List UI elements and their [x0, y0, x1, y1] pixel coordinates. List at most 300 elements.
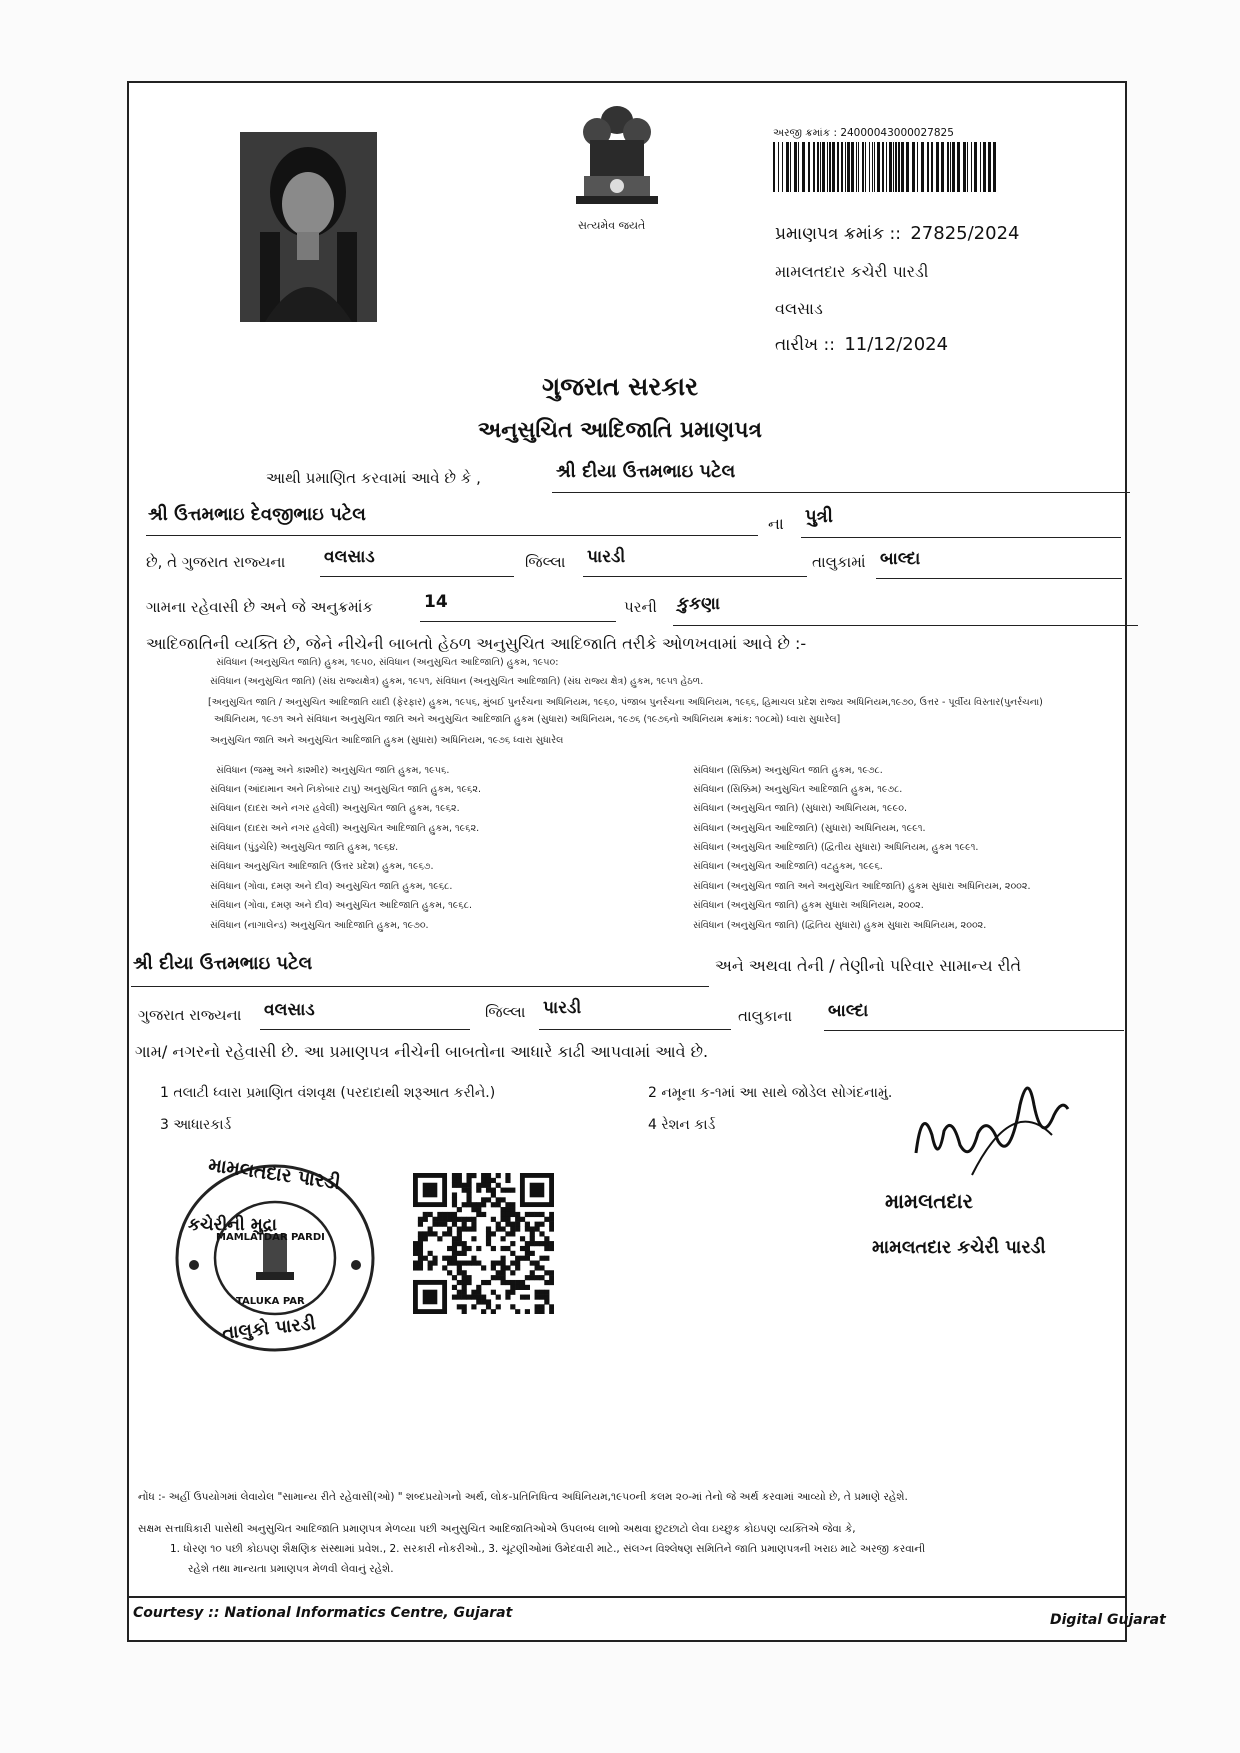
qr-module: [457, 1178, 462, 1183]
qr-module: [457, 1265, 462, 1270]
qr-module: [452, 1241, 457, 1246]
qr-module: [515, 1280, 520, 1285]
qr-module: [452, 1192, 457, 1197]
qr-module: [549, 1241, 554, 1246]
order-left-3: સંવિધાન (દાદરા અને નગર હવેલી) અનુસુચિત જાતિ હુકમ, ૧૯૬૨.: [210, 803, 460, 814]
qr-module: [423, 1256, 428, 1261]
barcode-bar: [802, 142, 805, 192]
barcode-bar: [862, 142, 864, 192]
document-4: 4 રેશન કાર્ડ: [648, 1117, 716, 1133]
barcode-bar: [952, 142, 955, 192]
footer-brand: Digital Gujarat: [1050, 1612, 1166, 1628]
qr-module: [544, 1217, 549, 1222]
qr-module: [486, 1236, 491, 1241]
qr-module: [413, 1251, 418, 1256]
village-field: [876, 549, 1122, 579]
barcode-bar: [813, 142, 815, 192]
qr-module: [452, 1251, 457, 1256]
barcode-bar: [893, 142, 894, 192]
barcode-bar: [808, 142, 810, 192]
qr-module: [447, 1212, 452, 1217]
qr-module: [496, 1173, 501, 1178]
qr-module: [466, 1192, 471, 1197]
qr-code: [413, 1173, 554, 1314]
qr-module: [442, 1265, 447, 1270]
barcode-bar: [921, 142, 924, 192]
barcode-bar: [906, 142, 909, 192]
qr-module: [466, 1197, 471, 1202]
qr-module: [466, 1275, 471, 1280]
barcode-bar: [851, 142, 854, 192]
qr-module: [466, 1261, 471, 1266]
qr-module: [539, 1231, 544, 1236]
father-name-field: [146, 504, 758, 536]
qr-module: [457, 1173, 462, 1178]
qr-module: [535, 1222, 540, 1227]
qr-module: [471, 1222, 476, 1227]
barcode-bar: [820, 142, 821, 192]
qr-module: [442, 1212, 447, 1217]
qr-module: [515, 1309, 520, 1314]
qr-module: [549, 1212, 554, 1217]
certificate-number: 27825/2024: [910, 223, 1020, 244]
qr-module: [520, 1236, 525, 1241]
qr-module: [462, 1290, 467, 1295]
qr-module: [515, 1226, 520, 1231]
barcode-bar: [847, 142, 850, 192]
qr-module: [530, 1261, 535, 1266]
qr-module: [520, 1285, 525, 1290]
qr-module: [496, 1275, 501, 1280]
qr-module: [466, 1295, 471, 1300]
qr-module: [505, 1231, 510, 1236]
qr-module: [471, 1173, 476, 1178]
order-right-6: સંવિધાન (અનુસુચિત આદિજાતિ) વટહુકમ, ૧૯૯૬.: [693, 861, 883, 872]
qr-module: [505, 1246, 510, 1251]
residence-taluka-field: [539, 998, 731, 1030]
qr-module: [462, 1295, 467, 1300]
qr-module: [510, 1207, 515, 1212]
qr-module: [437, 1212, 442, 1217]
barcode-bar: [778, 142, 779, 192]
qr-module: [501, 1246, 506, 1251]
qr-module: [486, 1231, 491, 1236]
qr-module: [525, 1212, 530, 1217]
national-emblem: [572, 100, 662, 230]
qr-module: [486, 1188, 491, 1193]
serial-number-field: [420, 592, 616, 622]
order-left-2: સંવિધાન (આંદામાન અને નિકોબાર ટાપુ) અનુસુચિત જાતિ હુકમ, ૧૯૬૨.: [210, 784, 481, 795]
qr-module: [452, 1222, 457, 1227]
qr-module: [491, 1192, 496, 1197]
qr-module: [471, 1226, 476, 1231]
qr-module: [501, 1236, 506, 1241]
qr-module: [515, 1261, 520, 1266]
qr-module: [505, 1173, 510, 1178]
qr-module: [491, 1265, 496, 1270]
qr-module: [471, 1217, 476, 1222]
qr-module: [496, 1226, 501, 1231]
jilla-label: જિલ્લા: [525, 553, 566, 571]
qr-module: [539, 1265, 544, 1270]
issuing-district: વલસાડ: [775, 299, 823, 318]
qr-module: [501, 1217, 506, 1222]
barcode-bar: [827, 142, 828, 192]
qr-module: [471, 1290, 476, 1295]
qr-module: [423, 1236, 428, 1241]
qr-module: [457, 1251, 462, 1256]
qr-module: [447, 1217, 452, 1222]
qr-module: [525, 1309, 530, 1314]
qr-module: [530, 1251, 535, 1256]
taluka-field: [583, 547, 807, 577]
qr-module: [539, 1241, 544, 1246]
barcode-bar: [895, 142, 897, 192]
order-right-8: સંવિધાન (અનુસુચિત જાતિ) હુકમ સુધારા અધિનિયમ, ૨૦૦૨.: [693, 900, 924, 911]
barcode-bar: [957, 142, 960, 192]
qr-module: [535, 1241, 540, 1246]
qr-module: [476, 1188, 481, 1193]
residence-village-field: [824, 1001, 1124, 1031]
residence-jilla-label: જિલ્લા: [485, 1003, 526, 1021]
barcode-bar: [882, 142, 884, 192]
qr-module: [510, 1212, 515, 1217]
qr-module: [496, 1304, 501, 1309]
qr-module: [476, 1207, 481, 1212]
qr-module: [457, 1261, 462, 1266]
qr-module: [462, 1261, 467, 1266]
barcode-bar: [874, 142, 875, 192]
qr-module: [481, 1202, 486, 1207]
qr-module: [501, 1265, 506, 1270]
order-line-4: અધિનિયમ, ૧૯૭૧ અને સંવિધાન અનુસુચિત જાતિ અને અનુસુચિત આદિજાતિ હુકમ (સુધારા) અધિનિયમ, ૧૯૭૬ (૧૯૭૬નો અધિનિયમ ક્રમાંક: ૧૦૮મો) ધ્વારા સુધારેલ]: [214, 714, 841, 725]
qr-module: [462, 1188, 467, 1193]
qr-module: [549, 1226, 554, 1231]
barcode-bar: [974, 142, 977, 192]
qr-module: [520, 1295, 525, 1300]
qr-module: [481, 1197, 486, 1202]
qr-module: [457, 1236, 462, 1241]
barcode-bar: [941, 142, 944, 192]
qr-module: [418, 1231, 423, 1236]
barcode-bar: [889, 142, 892, 192]
qr-module: [505, 1212, 510, 1217]
qr-module: [462, 1241, 467, 1246]
qr-module: [418, 1251, 423, 1256]
certificate-number-label: પ્રમાણપત્ર ક્રમાંક ::: [775, 224, 901, 244]
qr-module: [505, 1202, 510, 1207]
qr-module: [428, 1261, 433, 1266]
barcode-bar: [927, 142, 929, 192]
qr-module: [515, 1285, 520, 1290]
qr-module: [428, 1251, 433, 1256]
document-3: 3 આધારકાર્ડ: [160, 1117, 232, 1133]
qr-module: [476, 1246, 481, 1251]
order-line-3: [અનુસુચિત જાતિ / અનુસુચિત આદિજાતિ યાદી (ફેરફાર) હુકમ, ૧૯૫૬, મુંબઈ પુનર્રચના અધિનિયમ, ૧૯૬૦, પંજાબ પુનર્રચના અધિનિયમ, ૧૯૬૬, હિમાચલ પ્રદેશ રાજ્ય અધિનિયમ,૧૯૭૦, ઉત્તર - પૂર્વીય વિસ્તાર(પુનર્રચના): [208, 697, 1043, 708]
qr-module: [423, 1217, 428, 1222]
note-3: 1. ધોરણ ૧૦ પછી કોઇપણ શૈક્ષણિક સંસ્થામાં પ્રવેશ., 2. સરકારી નોકરીઓ., 3. ચૂંટણીઓમાં ઉમેદવારી માટે., સંલગ્ન વિશ્લેષણ સમિતિને જાતિ પ્રમાણપત્રની ખરાઇ માટે અરજી કરવાની: [170, 1543, 926, 1555]
qr-module: [486, 1226, 491, 1231]
qr-module: [510, 1280, 515, 1285]
applicant-photo: [240, 132, 377, 322]
qr-module: [466, 1188, 471, 1193]
note-1: નોંધ :- અહીં ઉપયોગમાં લેવાયેલ "સામાન્ય રીતે રહેવાસી(ઓ) " શબ્દપ્રયોગનો અર્થ, લોક-પ્રતિનિધિત્વ અધિનિયમ,૧૯૫૦ની કલમ ૨૦-માં તેનો જે અર્થ કરવામાં આવ્યો છે, તે પ્રમાણે રહેશે.: [138, 1491, 908, 1503]
qr-module: [486, 1173, 491, 1178]
relation: પુત્રી: [805, 506, 833, 527]
qr-module: [466, 1246, 471, 1251]
qr-module: [413, 1265, 418, 1270]
qr-module: [457, 1304, 462, 1309]
qr-module: [505, 1290, 510, 1295]
district-field: [320, 547, 514, 577]
residence-village: બાલ્દા: [828, 1001, 869, 1021]
signature: [912, 1075, 1072, 1185]
order-line-1: સંવિધાન (અનુસુચિત જાતિ) હુકમ, ૧૯૫૦, સંવિધાન (અનુસુચિત આદિજાતિ) હુકમ, ૧૯૫૦:: [216, 657, 559, 668]
qr-module: [481, 1212, 486, 1217]
barcode-bar: [886, 142, 887, 192]
qr-module: [447, 1261, 452, 1266]
qr-module: [466, 1183, 471, 1188]
qr-module: [525, 1256, 530, 1261]
qr-module: [486, 1183, 491, 1188]
qr-module: [501, 1261, 506, 1266]
qr-module: [530, 1231, 535, 1236]
qr-module: [462, 1304, 467, 1309]
seal-inner-text: કચેરીની મુદ્રા: [188, 1215, 277, 1235]
qr-module: [452, 1217, 457, 1222]
qr-module: [457, 1183, 462, 1188]
barcode-bar: [858, 142, 859, 192]
qr-module: [457, 1290, 462, 1295]
qr-module: [471, 1295, 476, 1300]
qr-module: [452, 1236, 457, 1241]
qr-module: [491, 1217, 496, 1222]
qr-module: [466, 1226, 471, 1231]
person-name-field: [552, 461, 1130, 493]
qr-module: [539, 1290, 544, 1295]
qr-module: [525, 1285, 530, 1290]
qr-module: [476, 1202, 481, 1207]
qr-module: [476, 1261, 481, 1266]
seal-taluka-text: TALUKA PAR: [236, 1296, 305, 1307]
qr-module: [535, 1290, 540, 1295]
qr-module: [466, 1202, 471, 1207]
serial-number: 14: [424, 592, 448, 612]
qr-module: [476, 1183, 481, 1188]
qr-module: [539, 1309, 544, 1314]
qr-module: [525, 1295, 530, 1300]
barcode-bar: [794, 142, 797, 192]
talukama-label: તાલુકામાં: [812, 553, 866, 571]
government-title: ગુજરાત સરકાર: [541, 372, 699, 401]
qr-module: [510, 1231, 515, 1236]
qr-module: [418, 1265, 423, 1270]
qr-module: [515, 1212, 520, 1217]
qr-module: [486, 1304, 491, 1309]
qr-module: [510, 1241, 515, 1246]
order-right-7: સંવિધાન (અનુસુચિત જાતિ અને અનુસુચિત આદિજાતિ) હુકમ સુધારા અધિનિયમ, ૨૦૦૨.: [693, 881, 1031, 892]
qr-module: [496, 1183, 501, 1188]
qr-module: [491, 1275, 496, 1280]
qr-module: [466, 1178, 471, 1183]
qr-module: [530, 1236, 535, 1241]
qr-finder: [530, 1183, 545, 1198]
qr-module: [476, 1290, 481, 1295]
qr-module: [481, 1173, 486, 1178]
qr-module: [535, 1309, 540, 1314]
qr-module: [544, 1270, 549, 1275]
order-left-8: સંવિધાન (ગોવા, દમણ અને દીવ) અનુસુચિત આદિજાતિ હુકમ, ૧૯૬૮.: [210, 900, 472, 911]
qr-module: [491, 1261, 496, 1266]
qr-module: [452, 1183, 457, 1188]
qr-module: [462, 1217, 467, 1222]
qr-module: [486, 1197, 491, 1202]
barcode-bar: [869, 142, 870, 192]
barcode-bar: [817, 142, 819, 192]
qr-module: [505, 1188, 510, 1193]
qr-module: [476, 1295, 481, 1300]
qr-module: [530, 1241, 535, 1246]
barcode-bar: [950, 142, 951, 192]
qr-module: [496, 1222, 501, 1227]
qr-module: [447, 1270, 452, 1275]
seal-bottom-text: તાલુકો પારડી: [221, 1313, 317, 1344]
barcode-bar: [865, 142, 866, 192]
qr-finder: [423, 1290, 438, 1305]
qr-module: [539, 1275, 544, 1280]
qr-module: [481, 1280, 486, 1285]
barcode-bar: [877, 142, 880, 192]
qr-module: [520, 1217, 525, 1222]
order-line-5: અનુસુચિત જાતિ અને અનુસુચિત આદિજાતિ હુકમ (સુધારા) અધિનિયમ, ૧૯૭૬ ધ્વારા સુધારેલ: [210, 735, 564, 746]
qr-module: [515, 1217, 520, 1222]
relation-field: [801, 506, 1121, 538]
qr-module: [501, 1275, 506, 1280]
qr-module: [505, 1280, 510, 1285]
barcode-bar: [841, 142, 843, 192]
barcode-bar: [773, 142, 775, 192]
qr-module: [510, 1226, 515, 1231]
qr-module: [428, 1226, 433, 1231]
barcode-bar: [798, 142, 799, 192]
barcode-bar: [917, 142, 918, 192]
qr-module: [510, 1290, 515, 1295]
qr-module: [462, 1280, 467, 1285]
qr-module: [442, 1256, 447, 1261]
barcode-bar: [856, 142, 857, 192]
qr-module: [432, 1256, 437, 1261]
note-2: સક્ષમ સત્તાધિકારી પાસેથી અનુસુચિત આદિજાતિ પ્રમાણપત્ર મેળવ્યા પછી અનુસુચિત આદિજાતિઓએ ઉપલબ્ધ લાભો અથવા છુટછાટો લેવા ઇચ્છુક કોઇપણ વ્યક્તિએ જેવા કે,: [138, 1523, 856, 1535]
qr-module: [491, 1178, 496, 1183]
qr-module: [549, 1246, 554, 1251]
order-right-4: સંવિધાન (અનુસુચિત આદિજાતિ) (સુધારા) અધિનિયમ, ૧૯૯૧.: [693, 823, 926, 834]
qr-module: [452, 1261, 457, 1266]
state-text: છે, તે ગુજરાત રાજ્યના: [146, 553, 286, 571]
issuing-office: મામલતદાર કચેરી પારડી: [775, 262, 929, 281]
qr-module: [501, 1188, 506, 1193]
qr-module: [452, 1246, 457, 1251]
qr-module: [486, 1178, 491, 1183]
note-4: રહેશે તથા માન્યતા પ્રમાણપત્ર મેળવી લેવાનું રહેશે.: [188, 1563, 394, 1575]
qr-module: [452, 1256, 457, 1261]
barcode-bar: [983, 142, 986, 192]
residence-name-field: [131, 953, 709, 987]
qr-module: [515, 1265, 520, 1270]
qr-module: [530, 1226, 535, 1231]
order-right-2: સંવિધાન (સિક્કિમ) અનુસુચિત આદિજાતિ હુકમ, ૧૯૭૮.: [693, 784, 903, 795]
qr-module: [428, 1212, 433, 1217]
qr-module: [491, 1290, 496, 1295]
qr-module: [471, 1207, 476, 1212]
document-2: 2 નમૂના ક-૧માં આ સાથે જોડેલ સોગંદનામું.: [648, 1085, 893, 1101]
qr-module: [413, 1241, 418, 1246]
qr-module: [535, 1265, 540, 1270]
qr-module: [447, 1256, 452, 1261]
qr-module: [447, 1246, 452, 1251]
order-left-9: સંવિધાન (નાગાલેન્ડ) અનુસુચિત આદિજાતિ હુકમ, ૧૯૭૦.: [210, 920, 429, 931]
qr-module: [423, 1212, 428, 1217]
taluka-value: પારડી: [587, 547, 626, 567]
qr-module: [501, 1270, 506, 1275]
barcode-bar: [912, 142, 915, 192]
order-left-7: સંવિધાન (ગોવા, દમણ અને દીવ) અનુસુચિત જાતિ હુકમ, ૧૯૬૮.: [210, 881, 453, 892]
document-1: 1 તલાટી ધ્વારા પ્રમાણિત વંશવૃક્ષ (પરદાદાથી શરૂઆત કરીને.): [160, 1085, 496, 1101]
residence-taluka: પારડી: [543, 998, 582, 1018]
qr-module: [525, 1226, 530, 1231]
qr-module: [539, 1304, 544, 1309]
qr-module: [515, 1222, 520, 1227]
qr-module: [418, 1241, 423, 1246]
qr-module: [525, 1241, 530, 1246]
tribe-text: આદિજાતિની વ્યક્તિ છે, જેને નીચેની બાબતો હેઠળ અનુસુચિત આદિજાતિ તરીકે ઓળખવામાં આવે છે :-: [146, 634, 807, 653]
barcode: [773, 142, 999, 192]
qr-module: [505, 1265, 510, 1270]
qr-module: [457, 1280, 462, 1285]
residence-district: વલસાડ: [264, 1000, 315, 1020]
issue-date: 11/12/2024: [844, 334, 949, 355]
qr-module: [491, 1188, 496, 1193]
qr-module: [462, 1202, 467, 1207]
qr-module: [476, 1299, 481, 1304]
qr-module: [457, 1217, 462, 1222]
qr-module: [544, 1246, 549, 1251]
qr-module: [510, 1270, 515, 1275]
qr-module: [466, 1173, 471, 1178]
footer-divider: [127, 1596, 1127, 1598]
order-right-1: સંવિધાન (સિક્કિમ) અનુસુચિત જાતિ હુકમ, ૧૯૭૮.: [693, 765, 883, 776]
qr-module: [462, 1222, 467, 1227]
qr-module: [481, 1295, 486, 1300]
qr-module: [432, 1217, 437, 1222]
qr-module: [501, 1256, 506, 1261]
qr-module: [549, 1270, 554, 1275]
qr-module: [481, 1178, 486, 1183]
qr-module: [520, 1280, 525, 1285]
qr-module: [457, 1207, 462, 1212]
qr-module: [447, 1231, 452, 1236]
barcode-bar: [947, 142, 949, 192]
order-right-9: સંવિધાન (અનુસુચિત જાતિ) (દ્વિતિય સુધારા) હુકમ સુધારા અધિનિયમ, ૨૦૦૨.: [693, 920, 987, 931]
qr-module: [462, 1251, 467, 1256]
order-right-3: સંવિધાન (અનુસુચિત જાતિ) (સુધારા) અધિનિયમ, ૧૯૯૦.: [693, 803, 908, 814]
order-left-6: સંવિધાન અનુસુચિત આદિજાતિ (ઉત્તર પ્રદેશ) હુકમ, ૧૯૬૭.: [210, 861, 434, 872]
qr-module: [520, 1246, 525, 1251]
barcode-bar: [971, 142, 972, 192]
family-text: અને અથવા તેની / તેણીનો પરિવાર સામાન્ય રીતે: [715, 956, 1022, 975]
qr-module: [442, 1231, 447, 1236]
qr-module: [525, 1251, 530, 1256]
barcode-bar: [786, 142, 789, 192]
